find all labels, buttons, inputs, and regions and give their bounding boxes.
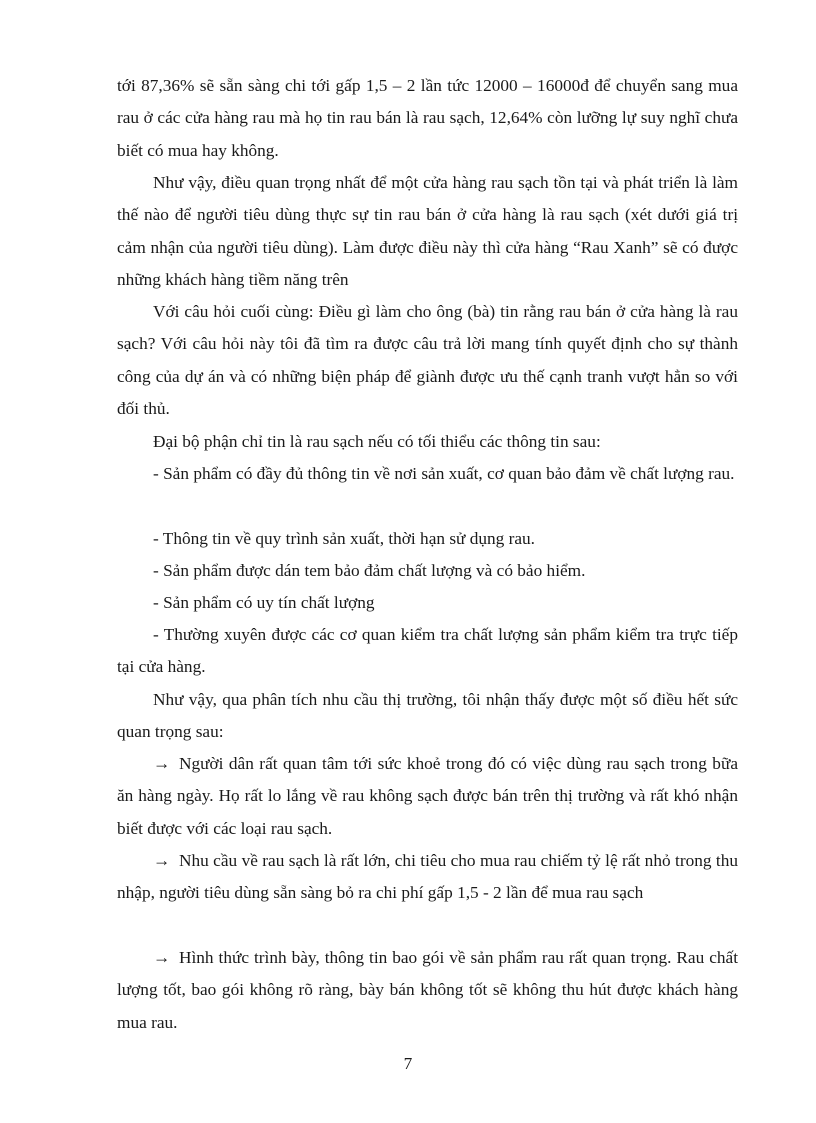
paragraph-info-intro: Đại bộ phận chỉ tin là rau sạch nếu có tối thiểu các thông tin sau: [153, 432, 601, 451]
arrow-point: → Người dân rất quan tâm tới sức khoẻ trong đó có việc dùng rau sạch trong bữa ăn hàng ngày. Họ rất lo lắng về rau không sạch được bán trên thị trường và rất khó nhận biết được với các loại rau sạch. [117, 748, 738, 845]
arrow-icon: → [153, 754, 171, 773]
arrow-point: → Nhu cầu về rau sạch là rất lớn, chi tiêu cho mua rau chiếm tỷ lệ rất nhỏ trong thu nhập, người tiêu dùng sẵn sàng bỏ ra chi phí gấp 1,5 - 2 lần để mua rau sạch [117, 845, 738, 910]
page-number: 7 [403, 1054, 413, 1073]
arrow-icon: → [153, 948, 171, 967]
arrow-point: → Hình thức trình bày, thông tin bao gói về sản phẩm rau rất quan trọng. Rau chất lượng tốt, bao gói không rõ ràng, bày bán không tốt sẽ không thu hút được khách hàng mua rau. [117, 942, 738, 1039]
paragraph-analysis: Như vậy, qua phân tích nhu cầu thị trường, tôi nhận thấy được một số điều hết sức quan trọng sau: [117, 690, 738, 742]
paragraph-importance: Như vậy, điều quan trọng nhất để một cửa hàng rau sạch tồn tại và phát triển là làm thế nào để người tiêu dùng thực sự tin rau bán ở cửa hàng là rau sạch (xét dưới giá trị cảm nhận của người tiêu dùng). Làm được điều này thì cửa hàng “Rau Xanh” sẽ có được những khách hàng tiềm năng trên [117, 173, 738, 289]
list-item: - Thường xuyên được các cơ quan kiểm tra chất lượng sản phẩm kiểm tra trực tiếp tại cửa hàng. [117, 625, 738, 677]
arrow-icon: → [153, 851, 171, 870]
list-item: - Sản phẩm có đầy đủ thông tin về nơi sản xuất, cơ quan bảo đảm về chất lượng rau. [153, 464, 735, 483]
list-item: - Sản phẩm được dán tem bảo đảm chất lượng và có bảo hiểm. [153, 561, 586, 580]
list-item: - Sản phẩm có uy tín chất lượng [153, 593, 375, 612]
list-item: - Thông tin về quy trình sản xuất, thời hạn sử dụng rau. [153, 529, 536, 548]
paragraph-final-question: Với câu hỏi cuối cùng: Điều gì làm cho ông (bà) tin rằng rau bán ở cửa hàng là rau sạch? Với câu hỏi này tôi đã tìm ra được câu trả lời mang tính quyết định cho sự thành công của dự án và có những biện pháp để giành được ưu thế cạnh tranh vượt hẳn so với đối thủ. [117, 302, 738, 418]
paragraph-continuation: tới 87,36% sẽ sẵn sàng chi tới gấp 1,5 – 2 lần tức 12000 – 16000đ để chuyển sang mua rau ở các cửa hàng rau mà họ tin rau bán là rau sạch, 12,64% còn lưỡng lự suy nghĩ chưa biết có mua hay không. [117, 76, 738, 160]
